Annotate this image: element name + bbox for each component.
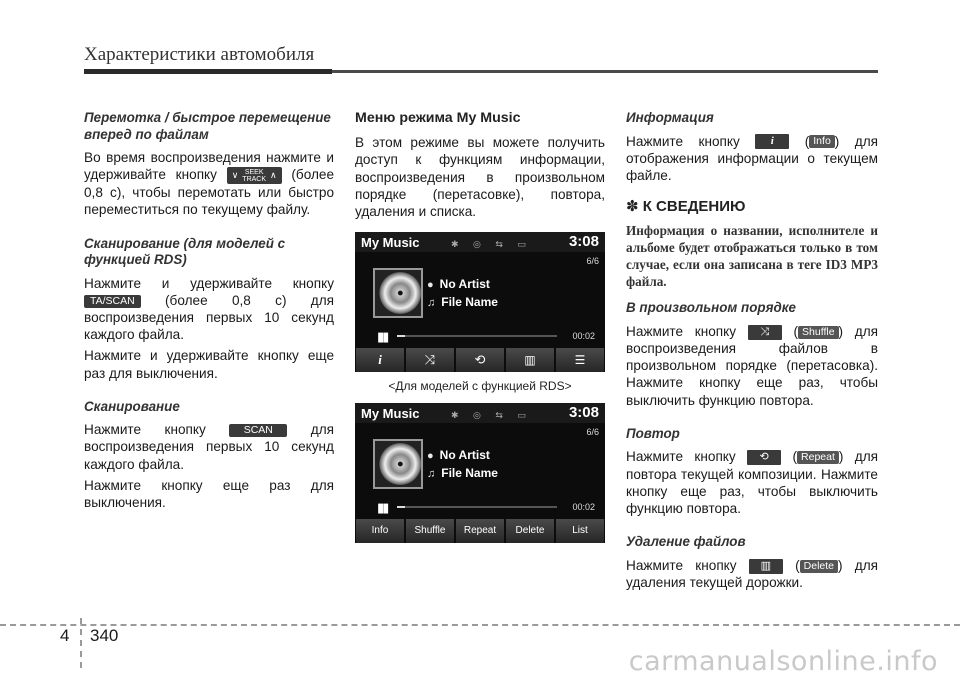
delete-text-c: ) для удаления текущей дорожки. (626, 557, 879, 590)
open-paren: ( (793, 323, 799, 339)
progress-bar[interactable] (397, 335, 557, 337)
info-text-a: Нажмите кнопку (626, 133, 740, 149)
header-rule (84, 70, 878, 73)
bluetooth-usb-icons: ✱ ◎ ⇆ ▭ (451, 239, 532, 250)
progress-bar[interactable] (397, 506, 557, 508)
person-icon: ● (427, 450, 434, 463)
scan-heading: Сканирование (84, 398, 180, 414)
screen-title: My Music (361, 406, 420, 422)
file-row (427, 465, 498, 483)
ta-scan-button[interactable]: TA/SCAN (84, 295, 141, 308)
shuffle-icon[interactable]: ⤨ (406, 348, 454, 372)
chevron-down-icon: ∨ (231, 170, 239, 181)
person-icon: ● (427, 279, 434, 292)
chapter-title: Характеристики автомобиля (84, 44, 315, 65)
artist-row (427, 276, 490, 294)
pause-icon[interactable]: ▮▮ (377, 329, 388, 345)
progress-time: 00:02 (572, 502, 595, 513)
scan-text-a: Нажмите кнопку (84, 422, 206, 438)
footer-rule (0, 624, 960, 626)
seek-track-button[interactable] (227, 167, 282, 184)
scan-text-b: для воспроизведения первых 10 секунд каждого файла. (84, 422, 334, 472)
scan-button[interactable]: SCAN (229, 424, 287, 437)
my-music-intro: В этом режиме вы можете получить доступ к функциям информации, воспроизведения в произвольном порядке (перетасовке), повтора, удаления и списка. (355, 135, 605, 220)
chapter-number: 4 (60, 626, 70, 645)
progress-fill (397, 335, 405, 337)
shuffle-heading: В произвольном порядке (626, 300, 796, 316)
shuffle-paragraph (626, 323, 878, 409)
my-music-screen-rds (355, 232, 605, 372)
repeat-icon[interactable]: ⟲ (456, 348, 504, 372)
seek-text-b: (более 0,8 с), чтобы перемотать или быстро переместиться по текущему файлу. (84, 167, 335, 218)
scan-paragraph-2: Нажмите кнопку еще раз для выключения. (84, 477, 334, 511)
track-count: 6/6 (586, 427, 599, 438)
scan-rds-heading: Сканирование (для моделей с функцией RDS) (84, 235, 286, 268)
progress-time: 00:02 (572, 331, 595, 342)
seek-text-a: Во время воспроизведения нажмите и удерживайте кнопку (84, 150, 334, 183)
column-left (84, 110, 334, 515)
chevron-up-icon: ∧ (270, 170, 277, 181)
pause-icon[interactable]: ▮▮ (377, 500, 388, 516)
track-label: TRACK (242, 175, 267, 183)
file-row (427, 294, 498, 312)
shuffle-text-a: Нажмите кнопку (626, 323, 737, 339)
artist-name: No Artist (439, 277, 490, 292)
info-icon[interactable]: i (755, 134, 789, 149)
progress-fill (397, 506, 405, 508)
open-paren: ( (792, 449, 798, 465)
info-heading: Информация (626, 110, 714, 125)
list-button[interactable]: List (556, 519, 604, 543)
open-paren: ( (795, 557, 800, 573)
repeat-paragraph (626, 448, 878, 517)
list-icon[interactable]: ☰ (556, 348, 604, 372)
scan-rds-text-b: (более 0,8 с) для воспроизведения первых 10 секунд каждого файла. (84, 292, 334, 343)
column-right (626, 110, 878, 595)
info-text-c: ) для отображения информации о текущем файле. (626, 133, 879, 183)
my-music-screen-labels (355, 403, 605, 543)
delete-paragraph (626, 557, 878, 591)
shuffle-button[interactable]: Shuffle (406, 519, 454, 543)
delete-text-a: Нажмите кнопку (626, 557, 737, 573)
repeat-heading: Повтор (626, 425, 680, 441)
seek-track-label (242, 169, 266, 183)
scan-paragraph-1 (84, 421, 334, 473)
note-text: Информация о названии, исполнителе и альбоме будет отображаться только в том случае, если она записана в теге ID3 MP3 файла. (626, 223, 878, 290)
screen-buttons (355, 348, 605, 372)
note-icon: ♫ (427, 468, 436, 481)
screen-title: My Music (361, 235, 420, 251)
watermark: carmanualsonline.info (628, 646, 938, 677)
album-art-icon (373, 268, 423, 318)
seek-label: SEEK (244, 168, 264, 176)
track-count: 6/6 (586, 256, 599, 267)
shuffle-label-button[interactable]: Shuffle (798, 326, 839, 339)
repeat-icon[interactable]: ⟲ (747, 450, 781, 465)
my-music-heading: Меню режима My Music (355, 110, 521, 126)
figure-caption: <Для моделей с функцией RDS> (388, 379, 572, 394)
info-label-button[interactable]: Info (809, 135, 835, 148)
repeat-text-c: ) для повтора текущей композиции. Нажмите кнопку еще раз, чтобы выключить функцию повтора. (626, 449, 879, 516)
scan-rds-paragraph-1 (84, 275, 334, 344)
album-art-icon (373, 439, 423, 489)
delete-label-button[interactable]: Delete (800, 560, 838, 573)
note-icon: ♫ (427, 297, 436, 310)
info-icon[interactable]: i (356, 348, 404, 372)
delete-heading: Удаление файлов (626, 534, 746, 550)
delete-button[interactable]: Delete (506, 519, 554, 543)
page-number: 340 (90, 626, 119, 645)
repeat-text-a: Нажмите кнопку (626, 449, 736, 465)
file-name: File Name (441, 466, 498, 481)
shuffle-text-c: ) для воспроизведения файлов в произвольном порядке (перетасовка). Нажмите кнопку еще раз, чтобы выключить функцию повтора. (626, 323, 879, 408)
screen-clock: 3:08 (568, 233, 599, 251)
artist-name: No Artist (439, 448, 490, 463)
note-heading: ✽ К СВЕДЕНИЮ (626, 198, 746, 216)
seek-paragraph (84, 149, 334, 219)
delete-icon[interactable]: ▥ (749, 559, 783, 574)
info-paragraph (626, 133, 878, 185)
delete-icon[interactable]: ▥ (506, 348, 554, 372)
screen-clock: 3:08 (568, 404, 599, 422)
info-button[interactable]: Info (356, 519, 404, 543)
shuffle-icon[interactable]: ⤨ (748, 325, 782, 340)
footer-separator (80, 618, 82, 668)
scan-rds-paragraph-2: Нажмите и удерживайте кнопку еще раз для выключения. (84, 348, 334, 381)
screen-buttons (355, 519, 605, 543)
file-name: File Name (441, 295, 498, 310)
repeat-button[interactable]: Repeat (456, 519, 504, 543)
seek-heading: Перемотка / быстрое перемещение вперед по файлам (84, 110, 331, 142)
column-middle (355, 110, 605, 549)
artist-row (427, 447, 490, 465)
open-paren: ( (804, 133, 810, 149)
bluetooth-usb-icons: ✱ ◎ ⇆ ▭ (451, 410, 532, 421)
repeat-label-button[interactable]: Repeat (797, 451, 839, 464)
scan-rds-text-a: Нажмите и удерживайте кнопку (84, 275, 334, 291)
